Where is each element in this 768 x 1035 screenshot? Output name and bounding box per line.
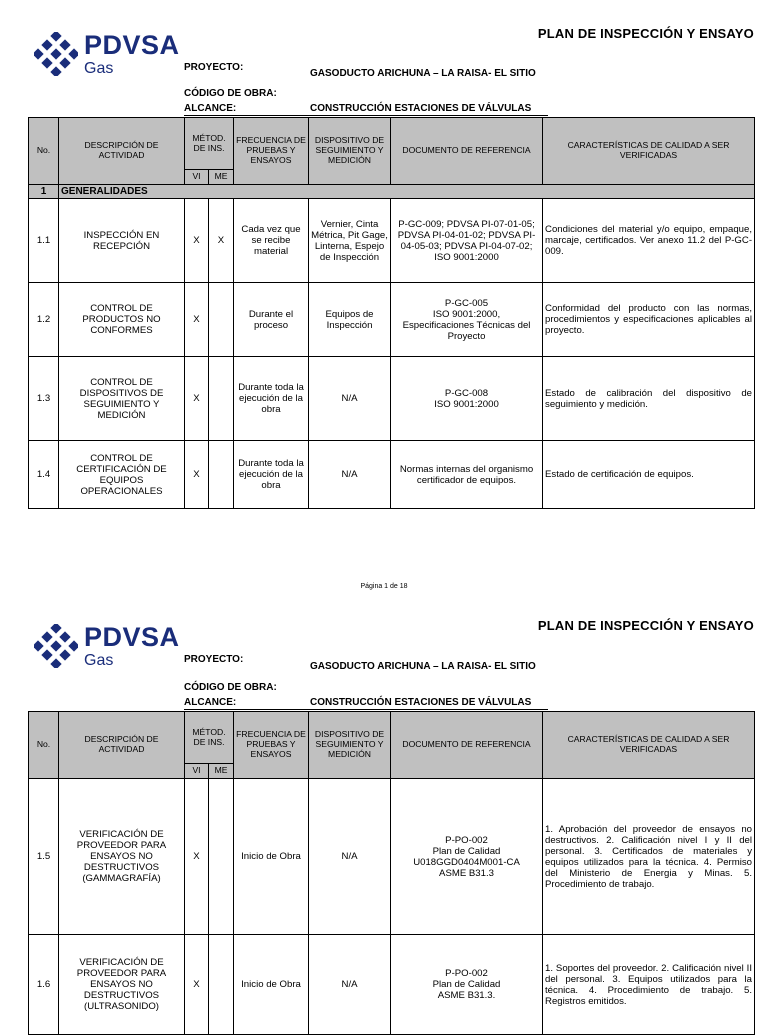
row-car: Estado de certificación de equipos. [543, 441, 755, 509]
proyecto-value: GASODUCTO ARICHUNA – LA RAISA- EL SITIO [310, 68, 536, 79]
header-desc: DESCRIPCIÓN DE ACTIVIDAD [59, 118, 185, 185]
logo-sub: Gas [84, 652, 114, 669]
inspection-table [28, 711, 755, 1035]
page-title: PLAN DE INSPECCIÓN Y ENSAYO [537, 26, 754, 41]
alcance-value: CONSTRUCCIÓN ESTACIONES DE VÁLVULAS [310, 697, 532, 708]
row-desc: VERIFICACIÓN DE PROVEEDOR PARA ENSAYOS NO DESTRUCTIVOS (ULTRASONIDO) [59, 935, 185, 1035]
row-doc: P-GC-009; PDVSA PI-07-01-05; PDVSA PI-04-01-02; PDVSA PI-04-05-03; PDVSA PI-04-07-02; ISO 9001:2000 [391, 199, 543, 283]
row-doc: Normas internas del organismo certificador de equipos. [391, 441, 543, 509]
row-no: 1.6 [29, 935, 59, 1035]
header-freq: FRECUENCIA DE PRUEBAS Y ENSAYOS [234, 712, 309, 779]
page-footer: Página 1 de 18 [360, 583, 408, 590]
row-disp: N/A [309, 935, 391, 1035]
row-car: 1. Soportes del proveedor. 2. Calificación nivel II del personal. 3. Equipos utilizados para la técnica. 4. Procedimiento de trabajo. 5. Registros emitidos. [543, 935, 755, 1035]
row-vi: X [185, 935, 209, 1035]
table-row [29, 935, 755, 1035]
section-label: GENERALIDADES [59, 185, 755, 199]
row-me: X [209, 199, 234, 283]
header-me: ME [209, 764, 234, 779]
logo-brand: PDVSA [84, 622, 180, 652]
row-vi: X [185, 779, 209, 935]
row-disp: N/A [309, 357, 391, 441]
header-disp: DISPOSITIVO DE SEGUIMIENTO Y MEDICIÓN [309, 118, 391, 185]
header-vi: VI [185, 170, 209, 185]
row-freq: Durante toda la ejecución de la obra [234, 357, 309, 441]
codigo-label: CÓDIGO DE OBRA: [184, 682, 277, 693]
page-title: PLAN DE INSPECCIÓN Y ENSAYO [537, 618, 754, 633]
row-vi: X [185, 283, 209, 357]
row-car: Estado de calibración del dispositivo de seguimiento y medición. [543, 357, 755, 441]
row-desc: CONTROL DE CERTIFICACIÓN DE EQUIPOS OPERACIONALES [59, 441, 185, 509]
row-doc: P-PO-002 Plan de Calidad ASME B31.3. [391, 935, 543, 1035]
row-no: 1.5 [29, 779, 59, 935]
header-no: No. [29, 712, 59, 779]
row-me [209, 779, 234, 935]
header-car: CARACTERÍSTICAS DE CALIDAD A SER VERIFICADAS [543, 712, 755, 779]
row-no: 1.4 [29, 441, 59, 509]
row-disp: N/A [309, 441, 391, 509]
header-doc: DOCUMENTO DE REFERENCIA [391, 712, 543, 779]
row-car: Condiciones del material y/o equipo, empaque, marcaje, certificados. Ver anexo 11.2 del P-GC-009. [543, 199, 755, 283]
table-row [29, 779, 755, 935]
header-no: No. [29, 118, 59, 185]
proyecto-label: PROYECTO: [184, 62, 244, 73]
row-car: Conformidad del producto con las normas, procedimientos y especificaciones aplicables al proyecto. [543, 283, 755, 357]
row-no: 1.1 [29, 199, 59, 283]
alcance-underline [184, 709, 548, 710]
header-desc: DESCRIPCIÓN DE ACTIVIDAD [59, 712, 185, 779]
row-disp: N/A [309, 779, 391, 935]
logo-brand: PDVSA [84, 30, 180, 60]
row-freq: Inicio de Obra [234, 779, 309, 935]
pdvsa-logo-icon [34, 624, 78, 668]
row-vi: X [185, 357, 209, 441]
header-doc: DOCUMENTO DE REFERENCIA [391, 118, 543, 185]
alcance-label: ALCANCE: [184, 103, 237, 114]
header-freq: FRECUENCIA DE PRUEBAS Y ENSAYOS [234, 118, 309, 185]
codigo-label: CÓDIGO DE OBRA: [184, 88, 277, 99]
logo-sub: Gas [84, 60, 114, 77]
alcance-value: CONSTRUCCIÓN ESTACIONES DE VÁLVULAS [310, 103, 532, 114]
row-doc: P-PO-002 Plan de Calidad U018GGD0404M001-CA ASME B31.3 [391, 779, 543, 935]
row-freq: Durante el proceso [234, 283, 309, 357]
alcance-label: ALCANCE: [184, 697, 237, 708]
section-no: 1 [29, 185, 59, 199]
row-doc: P-GC-005 ISO 9001:2000, Especificaciones Técnicas del Proyecto [391, 283, 543, 357]
row-me [209, 935, 234, 1035]
proyecto-label: PROYECTO: [184, 654, 244, 665]
row-freq: Cada vez que se recibe material [234, 199, 309, 283]
row-vi: X [185, 441, 209, 509]
header-metodo: MÉTOD. DE INS. [185, 712, 234, 764]
row-desc: CONTROL DE PRODUCTOS NO CONFORMES [59, 283, 185, 357]
row-desc: VERIFICACIÓN DE PROVEEDOR PARA ENSAYOS NO DESTRUCTIVOS (GAMMAGRAFÍA) [59, 779, 185, 935]
header-me: ME [209, 170, 234, 185]
header-vi: VI [185, 764, 209, 779]
row-car: 1. Aprobación del proveedor de ensayos no destructivos. 2. Calificación nivel I y II del personal. 3. Certificados de materiales y equipos utilizados para la técnica. 4. Permiso del Ministerio de Energia y Minas. 5. Procedimiento de trabajo. [543, 779, 755, 935]
row-desc: CONTROL DE DISPOSITIVOS DE SEGUIMIENTO Y MEDICIÓN [59, 357, 185, 441]
header-car: CARACTERÍSTICAS DE CALIDAD A SER VERIFICADAS [543, 118, 755, 185]
row-disp: Equipos de Inspección [309, 283, 391, 357]
row-disp: Vernier, Cinta Métrica, Pit Gage, Linterna, Espejo de Inspección [309, 199, 391, 283]
row-freq: Durante toda la ejecución de la obra [234, 441, 309, 509]
row-doc: P-GC-008 ISO 9001:2000 [391, 357, 543, 441]
row-vi: X [185, 199, 209, 283]
proyecto-value: GASODUCTO ARICHUNA – LA RAISA- EL SITIO [310, 661, 536, 672]
header-disp: DISPOSITIVO DE SEGUIMIENTO Y MEDICIÓN [309, 712, 391, 779]
header-metodo: MÉTOD. DE INS. [185, 118, 234, 170]
pdvsa-logo [34, 622, 194, 672]
row-no: 1.2 [29, 283, 59, 357]
row-desc: INSPECCIÓN EN RECEPCIÓN [59, 199, 185, 283]
row-freq: Inicio de Obra [234, 935, 309, 1035]
row-no: 1.3 [29, 357, 59, 441]
